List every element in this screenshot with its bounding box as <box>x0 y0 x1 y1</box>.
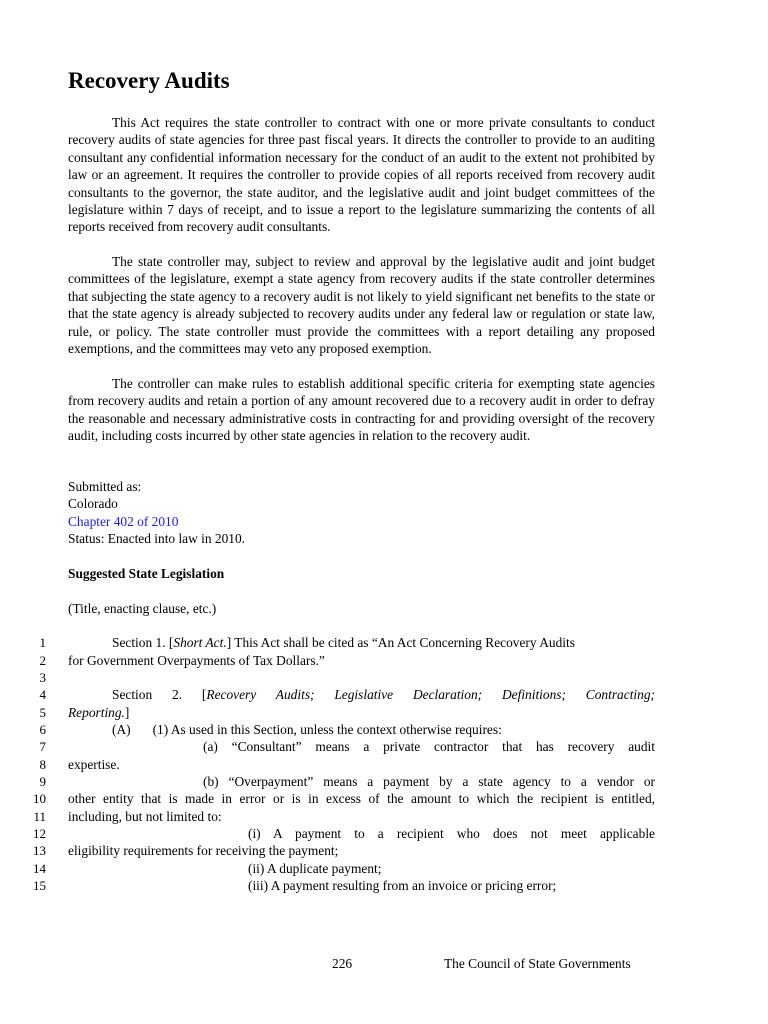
title-clause: (Title, enacting clause, etc.) <box>68 601 217 616</box>
chapter-link[interactable]: Chapter 402 of 2010 <box>68 514 179 529</box>
line-number: 3 <box>39 670 46 685</box>
line-number: 10 <box>33 791 46 806</box>
legislation-line-13: eligibility requirements for receiving the payment; <box>68 843 339 858</box>
state-name: Colorado <box>68 496 118 511</box>
line-number: 14 <box>33 861 46 876</box>
legislation-line-7: (a) “Consultant” means a private contractor that has recovery audit <box>203 739 655 754</box>
legislation-line-14: (ii) A duplicate payment; <box>248 861 382 876</box>
line-number: 4 <box>39 687 46 702</box>
footer-publisher: The Council of State Governments <box>444 956 631 971</box>
line-number: 9 <box>39 774 46 789</box>
page-title: Recovery Audits <box>68 68 230 93</box>
legislation-line-2: for Government Overpayments of Tax Dollars.” <box>68 653 325 668</box>
suggested-legislation-heading: Suggested State Legislation <box>68 566 225 581</box>
legislation-line-4: Section 2. [Recovery Audits; Legislative Declaration; Definitions; Contracting; <box>112 687 655 702</box>
legislation-line-15: (iii) A payment resulting from an invoice or pricing error; <box>248 878 557 893</box>
line-number: 8 <box>39 757 46 772</box>
line-number: 6 <box>39 722 46 737</box>
legislation-line-1: Section 1. [Short Act.] This Act shall be cited as “An Act Concerning Recovery Audits <box>112 635 575 650</box>
line-number: 7 <box>39 739 46 754</box>
legislation-line-8: expertise. <box>68 757 120 772</box>
line-number: 11 <box>33 809 46 824</box>
line-number: 12 <box>33 826 46 841</box>
line-number: 15 <box>33 878 46 893</box>
line-number: 5 <box>39 705 46 720</box>
submitted-as-label: Submitted as: <box>68 479 142 494</box>
page-number: 226 <box>332 956 353 971</box>
summary-paragraph-3: The controller can make rules to establish additional specific criteria for exempting state agencies from recovery audits and retain a portion of any amount recovered due to a recovery audit in order to defray the reasonable and necessary administrative costs in contracting for and providing oversight of the recovery audit, including costs incurred by other state agencies in relation to the recovery audit. <box>68 376 655 444</box>
legislation-line-11: including, but not limited to: <box>68 809 222 824</box>
line-number: 2 <box>39 653 46 668</box>
legislation-line-9: (b) “Overpayment” means a payment by a state agency to a vendor or <box>203 774 655 789</box>
line-number: 13 <box>33 843 46 858</box>
status-text: Status: Enacted into law in 2010. <box>68 531 246 546</box>
summary-paragraph-1: This Act requires the state controller to contract with one or more private consultants to conduct recovery audits of state agencies for three past fiscal years. It directs the controller to provide to an auditing consultant any confidential information necessary for the conduct of an audit to the extent not prohibited by law or an agreement. It requires the controller to provide copies of all reports received from recovery audit consultants to the governor, the state auditor, and the legislative audit and joint budget committees of the legislature within 7 days of receipt, and to issue a report to the legislature summarizing the contents of all reports received from recovery audit consultants. <box>68 115 655 235</box>
line-number: 1 <box>39 635 46 650</box>
summary-paragraph-2: The state controller may, subject to review and approval by the legislative audit and joint budget committees of the legislature, exempt a state agency from recovery audits if the state controller determines that subjecting the state agency to a recovery audit is not likely to yield significant net benefits to the state or that the state agency is already subjected to recovery audits under any federal law or regulation or state law, rule, or policy. The state controller must provide the committees with a report detailing any proposed exemptions, and the committees may veto any proposed exemption. <box>68 254 655 357</box>
legislation-line-10: other entity that is made in error or is in excess of the amount to which the recipient is entitled, <box>68 791 655 806</box>
legislation-line-12: (i) A payment to a recipient who does not meet applicable <box>248 826 655 841</box>
legislation-line-6: (A) (1) As used in this Section, unless the context otherwise requires: <box>112 722 502 737</box>
legislation-line-5: Reporting.] <box>68 705 130 720</box>
